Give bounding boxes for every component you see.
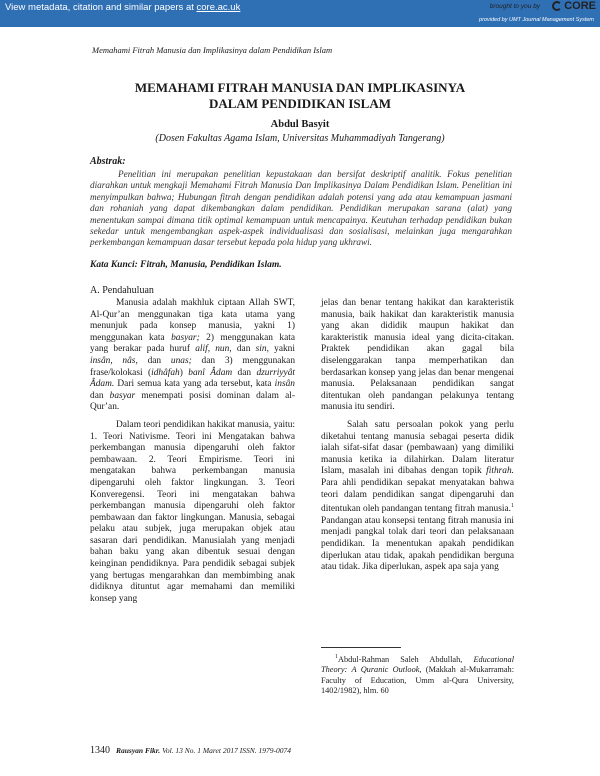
provided-by-strip <box>0 17 600 27</box>
title-line-1: MEMAHAMI FITRAH MANUSIA DAN IMPLIKASINYA <box>134 80 466 95</box>
author-affiliation: (Dosen Fakultas Agama Islam, Universitas Muhammadiyah Tangerang) <box>155 133 445 144</box>
footnote-number: 1 <box>335 654 338 660</box>
paper-title <box>90 80 510 112</box>
provided-by-text: provided by UMT Journal Management System <box>479 17 594 23</box>
paragraph-1: Manusia adalah makhluk ciptaan Allah SWT, Al-Qur’an menggunakan tiga kata utama yang menunjuk pada konsep manusia, yakni 1) menggunakan kata basyar; 2) menggunakan kata yang berakar pada huruf alif, nun, dan sin, yakni insân, nâs, dan unas; dan 3) menggunakan frase/kolokasi (idhâfah) banî Âdam dan dzurriyyât Âdam. Dari semua kata yang ada tersebut, kata insân dan basyar menempati posisi dominan dalam al-Qur’an. <box>90 298 296 413</box>
page-number: 1340 <box>90 745 110 756</box>
footnote: $^1$Abdul-Rahman Saleh Abdullah, Educational Theory: A Quranic Outlook, (Makkah al-Mukarramah: Faculty of Education, Umm al-Qura University, 1402/1982), hlm. 60 <box>321 654 514 695</box>
page-footer <box>90 745 291 756</box>
core-logo[interactable] <box>552 0 596 12</box>
paragraph-4: Salah satu persoalan pokok yang perlu diketahui tentang manusia sebagai peserta didik ialah sifat-sifat dasar (pembawaan) yang dimiliki manusia ketika ia dilahirkan. Dalam literatur Islam, masalah ini dibahas dengan topik fithrah. Para ahli pendidikan sepakat menyatakan bahwa teori dalam pendidikan sangat dipengaruhi dan ditentukan oleh pandangan tentang fitrah manusia.$^1$ Pandangan atau konsepsi tentang fitrah manusia ini menjadi pangkal tolak dari teori dan pelaksanaan pendidikan. Ia menentukan apakah pendidikan diperlukan atau tidak, apakah pendidikan berguna atau tidak. Jika diperlukan, aspek apa saja yang <box>321 419 514 573</box>
left-column <box>90 298 295 605</box>
journal-info <box>116 746 291 755</box>
keywords: Kata Kunci: Fitrah, Manusia, Pendidikan Islam. <box>90 260 282 270</box>
core-metadata-link[interactable] <box>5 2 240 13</box>
core-logo-text: CORE <box>564 0 596 12</box>
core-banner <box>0 0 600 32</box>
author-name: Abdul Basyit <box>270 119 330 130</box>
abstract-heading: Abstrak: <box>90 156 126 167</box>
journal-details: Vol. 13 No. 1 Maret 2017 ISSN. 1979-0074 <box>162 746 291 755</box>
abstract-text: Penelitian ini merupakan penelitian kepustakaan dan bersifat deskriptif analitik. Fokus penelitian diarahkan untuk mengkaji Memahami Fitrah Manusia Dan Implikasinya Dalam Pendidikan Islam. Penelitian ini menyimpulkan bahwa; Hubungan fitrah dengan pendidikan adalah potensi yang ada atau kemampuan jasmani dan rohaniah yang dapat dikembangkan dalam pendidikan. Pendidikan merupakan sarana (alat) yang menentukan sampai dimana titik optimal kemampuan untuk mencapainya. Keutuhan terhadap pendidikan bukan sekedar untuk mengembangkan aspek-aspek individualisasi dan sosialisasi, melainkan juga mengarahkan perkembangan kemampuan dasar tersebut kepada pola hidup yang ukhrawi. <box>90 169 512 248</box>
core-link-url[interactable]: core.ac.uk <box>196 2 241 13</box>
core-logo-icon <box>552 1 562 11</box>
core-link-prefix: View metadata, citation and similar papers at <box>5 2 194 13</box>
footnote-rule <box>321 647 401 648</box>
footnote-ref[interactable]: 1 <box>511 503 514 510</box>
right-column <box>321 298 514 574</box>
running-head: Memahami Fitrah Manusia dan Implikasinya dalam Pendidikan Islam <box>92 45 333 55</box>
paragraph-2: Dalam teori pendidikan hakikat manusia, yaitu: 1. Teori Nativisme. Teori ini Mengatakan bahwa perkembangan manusia dipengaruhi oleh faktor pembawaan. 2. Teori Empirisme. Teori ini mengatakan bahwa perkembangan manusia dipengaruhi oleh faktor lingkungan. 3. Teori Konveregensi. Teori ini mengatakan bahwa perkembangan manusia dipengaruhi oleh faktor pembawaan dan faktor lingkungan. Manusia, sebagai pelaku atau subjek, juga merupakan objek atau sasaran dari pendidikan. Manusialah yang menjadi bahan baku yang akan dibentuk sesuai dengan keinginan pendidiknya. Para pendidik sebagai subjek yang bertugas mengarahkan dan membimbing anak didiknya dituntut agar memahami dan memiliki konsep yang <box>90 419 295 604</box>
journal-name: Rausyan Fikr. <box>116 746 161 755</box>
title-line-2: DALAM PENDIDIKAN ISLAM <box>208 96 391 111</box>
paragraph-3: jelas dan benar tentang hakikat dan karakteristik manusia, baik hakikat dan karakteristik manusia yang akan dididik maupun hakikat dan karakteristik manusia ideal yang dicita-citakan. Praktek pendidikan akan gagal bila diselenggarakan tanpa memperhatikan dan berdasarkan konsep yang jelas dan benar mengenai manusia. Pelaksanaan pendidikan sangat ditentukan oleh pandangan pelakunya tentang manusia itu sendiri. <box>321 298 514 413</box>
section-heading: A. Pendahuluan <box>90 285 154 296</box>
brought-by-text: brought to you by <box>489 3 540 10</box>
